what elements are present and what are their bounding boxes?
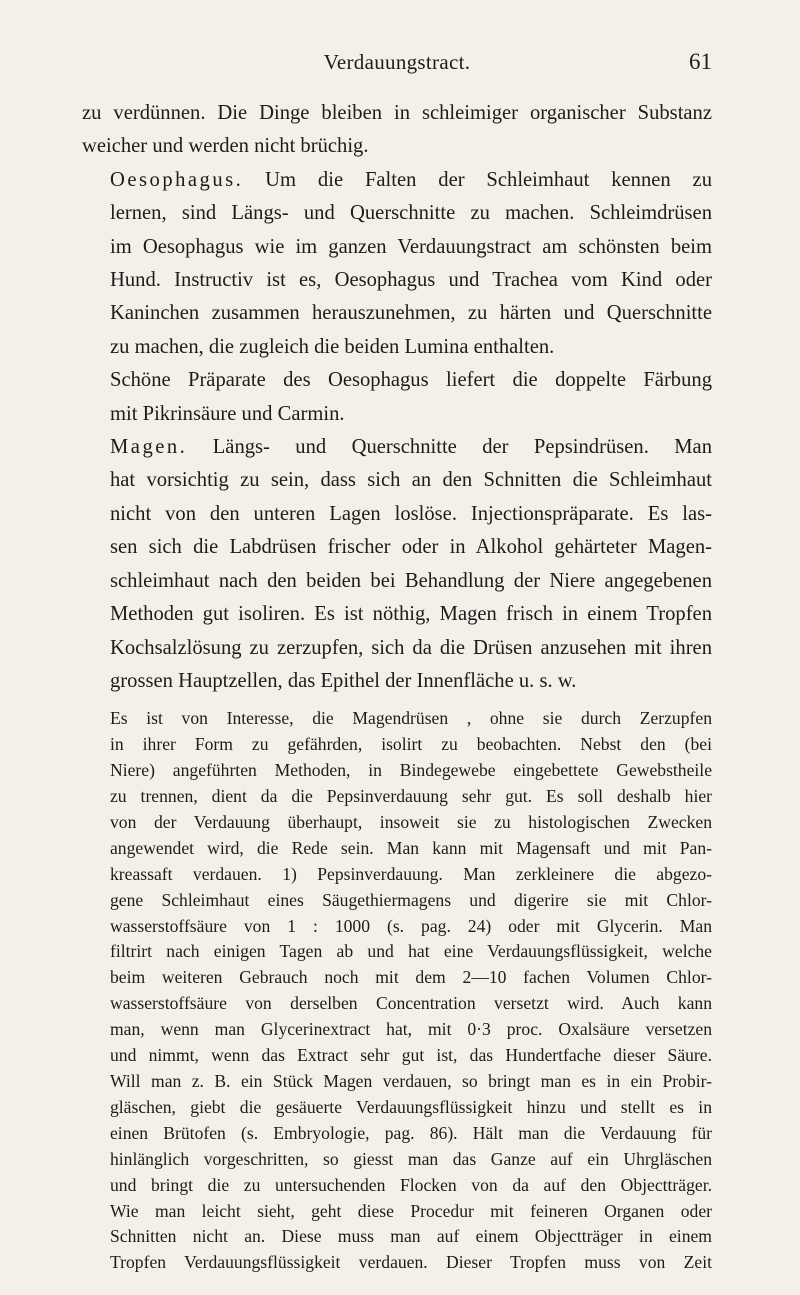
paragraph-intro <box>82 97 712 164</box>
text-line: weicher und werden nicht brüchig. <box>82 135 369 158</box>
text-line: nicht von den unteren Lagen loslöse. Injectionspräparate. Es las- <box>110 502 712 525</box>
text-line: und bringt die zu untersuchenden Flocken von da auf den Objectträger. <box>110 1174 712 1195</box>
text-line: Niere) angeführten Methoden, in Bindegewebe eingebettete Gewebstheile <box>110 760 712 781</box>
text-line: und nimmt, wenn das Extract sehr gut ist, das Hundertfache dieser Säure. <box>110 1045 712 1066</box>
text-line: Es ist von Interesse, die Magendrüsen , ohne sie durch Zerzupfen <box>110 708 712 729</box>
text-line: einen Brütofen (s. Embryologie, pag. 86). Hält man die Verdauung für <box>110 1122 712 1143</box>
text-line: sen sich die Labdrüsen frischer oder in Alkohol gehärteter Magen- <box>110 536 712 559</box>
text-line: beim weiteren Gebrauch noch mit dem 2—10 fachen Volumen Chlor- <box>110 967 712 988</box>
page-body <box>82 97 712 1276</box>
text-line: zu trennen, dient da die Pepsinverdauung sehr gut. Es soll deshalb hier <box>110 786 712 807</box>
text-line: Oesophagus. Um die Falten der Schleimhaut kennen zu <box>110 168 712 191</box>
text-line: Kaninchen zusammen herauszunehmen, zu härten und Querschnitte <box>110 302 712 325</box>
text-line: Will man z. B. ein Stück Magen verdauen, so bringt man es in ein Probir- <box>110 1071 712 1091</box>
text-line: kreassaft verdauen. 1) Pepsinverdauung. Man zerkleinere die abgezo- <box>110 863 712 884</box>
paragraph-praeparate <box>82 364 712 431</box>
page-number: 61 <box>689 49 712 74</box>
section-heading-oesophagus: Oesophagus. <box>110 168 244 191</box>
text-line: man, wenn man Glycerinextract hat, mit 0·3 proc. Oxalsäure versetzen <box>110 1019 712 1040</box>
page-header <box>82 50 712 80</box>
text-line: gene Schleimhaut eines Säugethiermagens und digerire sie mit Chlor- <box>110 889 712 910</box>
text-line: angewendet wird, die Rede sein. Man kann mit Magensaft und mit Pan- <box>110 837 712 858</box>
text-line: wasserstoffsäure von derselben Concentration versetzt wird. Auch kann <box>110 993 712 1014</box>
text-line: hat vorsichtig zu sein, dass sich an den Schnitten die Schleimhaut <box>110 469 712 492</box>
text-line: grossen Hauptzellen, das Epithel der Innenfläche u. s. w. <box>110 669 577 692</box>
main-text <box>82 97 712 698</box>
text-line: hinlänglich vorgeschritten, so giesst man das Ganze auf ein Uhrgläschen <box>110 1148 712 1169</box>
paragraph-verdauung <box>82 706 712 1276</box>
text-line: gläschen, giebt die gesäuerte Verdauungsflüssigkeit hinzu und stellt es in <box>110 1096 712 1117</box>
text-line: Wie man leicht sieht, geht diese Procedur mit feineren Organen oder <box>110 1200 712 1221</box>
text-line: Tropfen Verdauungsflüssigkeit verdauen. Dieser Tropfen muss von Zeit <box>110 1252 712 1273</box>
text-line: zu verdünnen. Die Dinge bleiben in schleimiger organischer Substanz <box>82 102 712 124</box>
running-title: Verdauungstract. <box>323 50 471 74</box>
text-line: Hund. Instructiv ist es, Oesophagus und Trachea vom Kind oder <box>110 269 712 292</box>
text-line: Schöne Präparate des Oesophagus liefert die doppelte Färbung <box>110 369 712 392</box>
text-line: in ihrer Form zu gefährden, isolirt zu beobachten. Nebst den (bei <box>110 734 712 755</box>
text-line: im Oesophagus wie im ganzen Verdauungstract am schönsten beim <box>110 235 712 258</box>
text-line: Kochsalzlösung zu zerzupfen, sich da die Drüsen anzusehen mit ihren <box>110 636 712 659</box>
text-line: von der Verdauung überhaupt, insoweit sie zu histologischen Zwecken <box>110 811 712 832</box>
text-line: Schnitten nicht an. Diese muss man auf einem Objectträger in einem <box>110 1226 712 1247</box>
text-line: Magen. Längs- und Querschnitte der Pepsindrüsen. Man <box>110 436 712 459</box>
text-line: filtrirt nach einigen Tagen ab und hat eine Verdauungsflüssigkeit, welche <box>110 941 712 962</box>
section-heading-magen: Magen. <box>110 436 188 459</box>
text-line: wasserstoffsäure von 1 : 1000 (s. pag. 24) oder mit Glycerin. Man <box>110 915 712 936</box>
paragraph-oesophagus <box>82 164 712 364</box>
small-print-section <box>82 706 712 1276</box>
text-line: lernen, sind Längs- und Querschnitte zu machen. Schleimdrüsen <box>110 202 712 225</box>
text-line: zu machen, die zugleich die beiden Lumina enthalten. <box>110 335 555 358</box>
text-line: mit Pikrinsäure und Carmin. <box>110 402 345 425</box>
text-line: Methoden gut isoliren. Es ist nöthig, Magen frisch in einem Tropfen <box>110 603 712 626</box>
text-line: schleimhaut nach den beiden bei Behandlung der Niere angegebenen <box>110 569 712 592</box>
paragraph-magen <box>82 431 712 698</box>
